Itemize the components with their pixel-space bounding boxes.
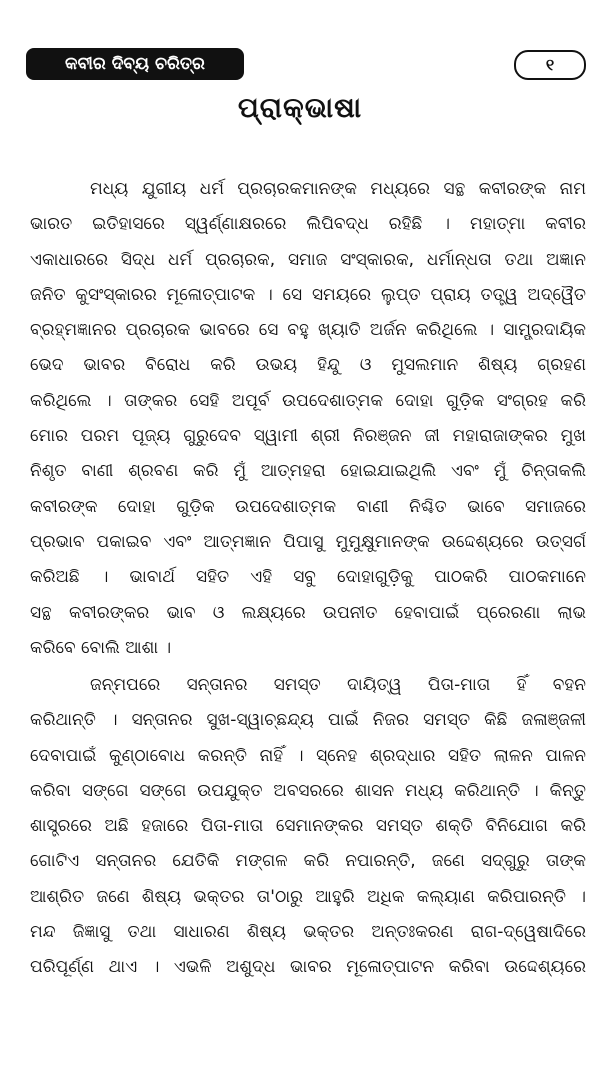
text-line: ମଧ୍ୟ ଯୁଗୀୟ ଧର୍ମ ପ୍ରଚାରକମାନଙ୍କ ମଧ୍ୟରେ ସନ୍ଥ କବୀରଙ୍କ ନାମ bbox=[90, 179, 586, 199]
text-line: କରିଥିଲେ । ତାଙ୍କର ସେହି ଅପୂର୍ବ ଉପଦେଶାତ୍ମକ ଦୋହା ଗୁଡ଼ିକ ସଂଗ୍ରହ କରି bbox=[30, 390, 586, 411]
text-line: ସନ୍ଥ କବୀରଙ୍କର ଭାବ ଓ ଲକ୍ଷ୍ୟରେ ଉପନୀତ ହେବାପାଇଁ ପ୍ରେରଣା ଲାଭ bbox=[30, 602, 586, 623]
text-line: କରିଅଛି । ଭାବାର୍ଥ ସହିତ ଏହି ସବୁ ଦୋହାଗୁଡ଼ିକୁ ପାଠକରି ପାଠକମାନେ bbox=[30, 567, 586, 588]
text-line: କରିବା ସଙ୍ଗେ ସଙ୍ଗେ ଉପଯୁକ୍ତ ଅବସରରେ ଶାସନ ମଧ୍ୟ କରିଥାନ୍ତି । କିନ୍ତୁ bbox=[30, 780, 586, 801]
book-title-label: କବୀର ଦିବ୍ୟ ଚରିତ୍ର bbox=[26, 48, 244, 80]
text-line: ଆଶ୍ରିତ ଜଣେ ଶିଷ୍ୟ ଭକ୍ତର ତା'ଠାରୁ ଆହୁରି ଅଧିକ କଲ୍ୟାଣ କରିପାରନ୍ତି । bbox=[30, 886, 586, 907]
text-line: ଶାସ୍ତ୍ରରେ ଅଛି ହଜାରେ ପିତା-ମାତା ସେମାନଙ୍କର ସମସ୍ତ ଶକ୍ତି ବିନିଯୋଗ କରି bbox=[30, 816, 586, 837]
text-line: ମୋର ପରମ ପୂଜ୍ୟ ଗୁରୁଦେବ ସ୍ୱାମୀ ଶ୍ରୀ ନିରଞ୍ଜନ ଜୀ ମହାରାଜାଙ୍କର ମୁଖ bbox=[30, 426, 586, 447]
text-line: ଜନ୍ମପରେ ସନ୍ତାନର ସମସ୍ତ ଦାୟିତ୍ୱ ପିତା-ମାତା ହିଁ ବହନ bbox=[90, 675, 586, 695]
text-line: ଦେବାପାଇଁ କୁଣ୍ଠାବୋଧ କରନ୍ତି ନାହିଁ । ସ୍ନେହ ଶ୍ରଦ୍ଧାର ସହିତ ଲାଳନ ପାଳନ bbox=[30, 745, 586, 766]
text-line: ପରିପୂର୍ଣ୍ଣ ଥାଏ । ଏଭଳି ଅଶୁଦ୍ଧ ଭାବର ମୂଳୋତ୍ପାଟନ କରିବା ଉଦ୍ଦେଶ୍ୟରେ bbox=[30, 957, 586, 978]
text-line: ପ୍ରଭାବ ପକାଇବ ଏବଂ ଆତ୍ମଜ୍ଞାନ ପିପାସୁ ମୁମୁକ୍ଷୁମାନଙ୍କ ଉଦ୍ଦେଶ୍ୟରେ ଉତ୍ସର୍ଗ bbox=[30, 531, 586, 552]
paragraph-1 bbox=[30, 172, 586, 666]
text-line: ଜନିତ କୁସଂସ୍କାରର ମୂଳୋତ୍ପାଟକ । ସେ ସମୟରେ ଲୁପ୍ତ ପ୍ରାୟ ତତ୍ତ୍ୱ ଅଦ୍ୱୈତ bbox=[30, 284, 586, 305]
text-line: ଏକାଧାରରେ ସିଦ୍ଧ ଧର୍ମ ପ୍ରଚାରକ, ସମାଜ ସଂସ୍କାରକ, ଧର୍ମାନ୍ଧତା ତଥା ଅଜ୍ଞାନ bbox=[30, 249, 586, 270]
text-line: କବୀରଙ୍କ ଦୋହା ଗୁଡ଼ିକ ଉପଦେଶାତ୍ମକ ବାଣୀ ନିଶ୍ଚିତ ଭାବେ ସମାଜରେ bbox=[30, 496, 586, 517]
text-line: ବ୍ରହ୍ମଜ୍ଞାନର ପ୍ରଚାରକ ଭାବରେ ସେ ବହୁ ଖ୍ୟାତି ଅର୍ଜନ କରିଥିଲେ । ସାମ୍ପ୍ରଦାୟିକ bbox=[30, 320, 586, 341]
text-line: କରିଥାନ୍ତି । ସନ୍ତାନର ସୁଖ-ସ୍ୱାଚ୍ଛନ୍ଦ୍ୟ ପାଇଁ ନିଜର ସମସ୍ତ କିଛି ଜଳାଞ୍ଜଳୀ bbox=[30, 710, 586, 731]
page-title: ପ୍ରାକ୍‌ଭାଷା bbox=[237, 91, 363, 124]
text-line: ଭେଦ ଭାବର ବିରୋଧ କରି ଉଭୟ ହିନ୍ଦୁ ଓ ମୁସଲମାନ ଶିଷ୍ୟ ଗ୍ରହଣ bbox=[30, 355, 586, 376]
text-line: ଭାରତ ଇତିହାସରେ ସ୍ୱର୍ଣ୍ଣାକ୍ଷରରେ ଲିପିବଦ୍ଧ ରହିଛି । ମହାତ୍ମା କବୀର bbox=[30, 214, 586, 235]
text-line: ଗୋଟିଏ ସନ୍ତାନର ଯେତିକି ମଙ୍ଗଳ କରି ନପାରନ୍ତି, ଜଣେ ସଦ୍‌ଗୁରୁ ତାଙ୍କ bbox=[30, 851, 586, 872]
text-line: କରିବେ ବୋଲି ଆଶା । bbox=[30, 637, 172, 658]
paragraph-2 bbox=[30, 668, 586, 986]
text-line: ନିଶୃତ ବାଣୀ ଶ୍ରବଣ କରି ମୁଁ ଆତ୍ମହରା ହୋଇଯାଇଥିଲି ଏବଂ ମୁଁ ଚିନ୍ତାକଲି bbox=[30, 461, 586, 482]
page-number-badge: ୧ bbox=[514, 50, 586, 80]
text-line: ମନ୍ଦ ଜିଜ୍ଞାସୁ ତଥା ସାଧାରଣ ଶିଷ୍ୟ ଭକ୍ତର ଅନ୍ତଃକରଣ ରାଗ-ଦ୍ୱେଷାଦିରେ bbox=[30, 922, 586, 943]
